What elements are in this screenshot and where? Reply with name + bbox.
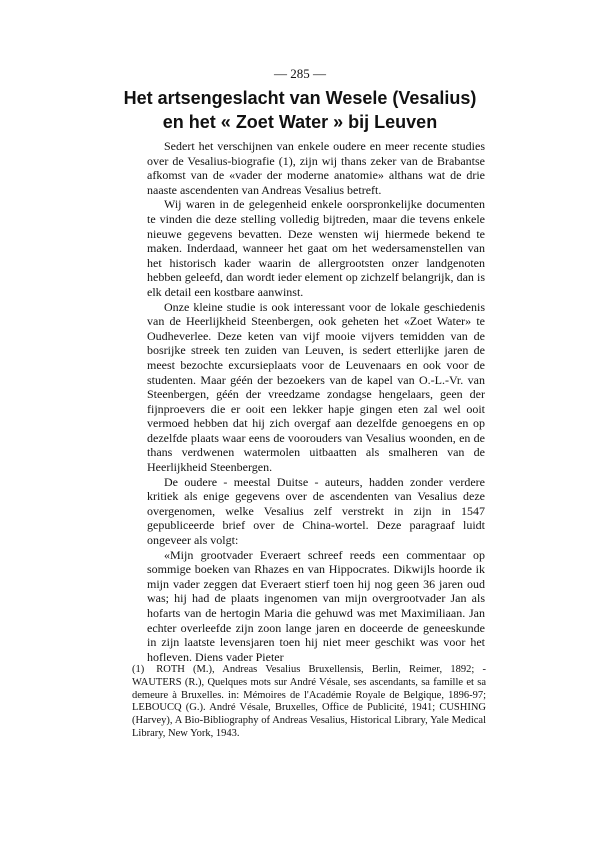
page-number: — 285 — [274,66,326,81]
article-title-line-2: en het « Zoet Water » bij Leuven [162,112,438,132]
footnote-marker: (1) [132,664,145,675]
paragraph: Sedert het verschijnen van enkele oudere en meer recente studies over de Vesalius-biografie (1), zijn wij thans zeker van de Brabantse afkomst van de «vader der moderne anatomie» althans wat de drie naaste ascendenten van Andreas Vesalius betreft. [147,139,485,197]
paragraph: Wij waren in de gelegenheid enkele oorspronkelijke documenten te vinden die deze stelling volledig bijtreden, maar die tevens enkele nieuwe gegevens bevatten. Deze wensten wij hiermede bekend te maken. Inderdaad, wanneer het gaat om het wedersamenstellen van het historisch kader waarin de allergrootsten onzer landgenoten hebben geleefd, dan wordt ieder element op zichzelf belangrijk, dan is elk detail een kostbare aanwinst. [147,197,485,299]
article-body [147,139,485,664]
article-title [0,86,600,134]
paragraph: Onze kleine studie is ook interessant voor de lokale geschiedenis van de Heerlijkheid Steenbergen, ook geheten het «Zoet Water» te Oudheverlee. Deze keten van vijf mooie vijvers temidden van de bosrijke streek ten zuiden van Leuven, is sedert etterlijke jaren de meest bezochte excursieplaats voor de Leuvenaars en ook voor de studenten. Maar géén der bezoekers van de kapel van O.-L.-Vr. van Steenbergen, géén der vreedzame zondagse hengelaars, geen der fijnproevers die er ooit een lekker hapje gingen eten zal wel ooit vermoed hebben dat hij zich overgaf aan dezelfde genoegens en op dezelfde plaats waar eens de voorouders van Vesalius woonden, en de thans verdwenen watermolen uitbaatten als smalheren van de Heerlijkheid Steenbergen. [147,299,485,475]
paragraph: «Mijn grootvader Everaert schreef reeds een commentaar op sommige boeken van Rhazes en van Hippocrates. Dikwijls hoorde ik mijn vader zeggen dat Everaert stierf toen hij nog geen 36 jaren oud was; hij had de plaats ingenomen van mijn overgrootvader Jan als hofarts van de hertogin Maria die gehuwd was met Maximiliaan. Jan echter overleefde zijn zoon lange jaren en doceerde de geneeskunde in zijn laatste levensjaren toen hij niet meer geschikt was voor het hofleven. Diens vader Pieter [147,547,485,664]
footnote-text: ROTH (M.), Andreas Vesalius Bruxellensis, Berlin, Reimer, 1892; - WAUTERS (R.), Quelques mots sur André Vésale, ses ascendants, sa famille et sa demeure à Bruxelles. in: Mémoires de l'Académie Royale de Belgique, 1896-97; LEBOUCQ (G.). André Vésale, Bruxelles, Office de Publicité, 1941; CUSHING (Harvey), A Bio-Bibliography of Andreas Vesalius, Historical Library, Yale Medical Library, New York, 1943. [132,664,486,739]
article-title-line-1: Het artsengeslacht van Wesele (Vesalius) [123,88,477,108]
paragraph: De oudere - meestal Duitse - auteurs, hadden zonder verdere kritiek als enige gegevens over de ascendenten van Vesalius deze overgenomen, welke Vesalius zelf verstrekt in zijn in 1547 gepubliceerde brief over de China-wortel. Deze paragraaf luidt ongeveer als volgt: [147,474,485,548]
footnote [132,664,486,741]
